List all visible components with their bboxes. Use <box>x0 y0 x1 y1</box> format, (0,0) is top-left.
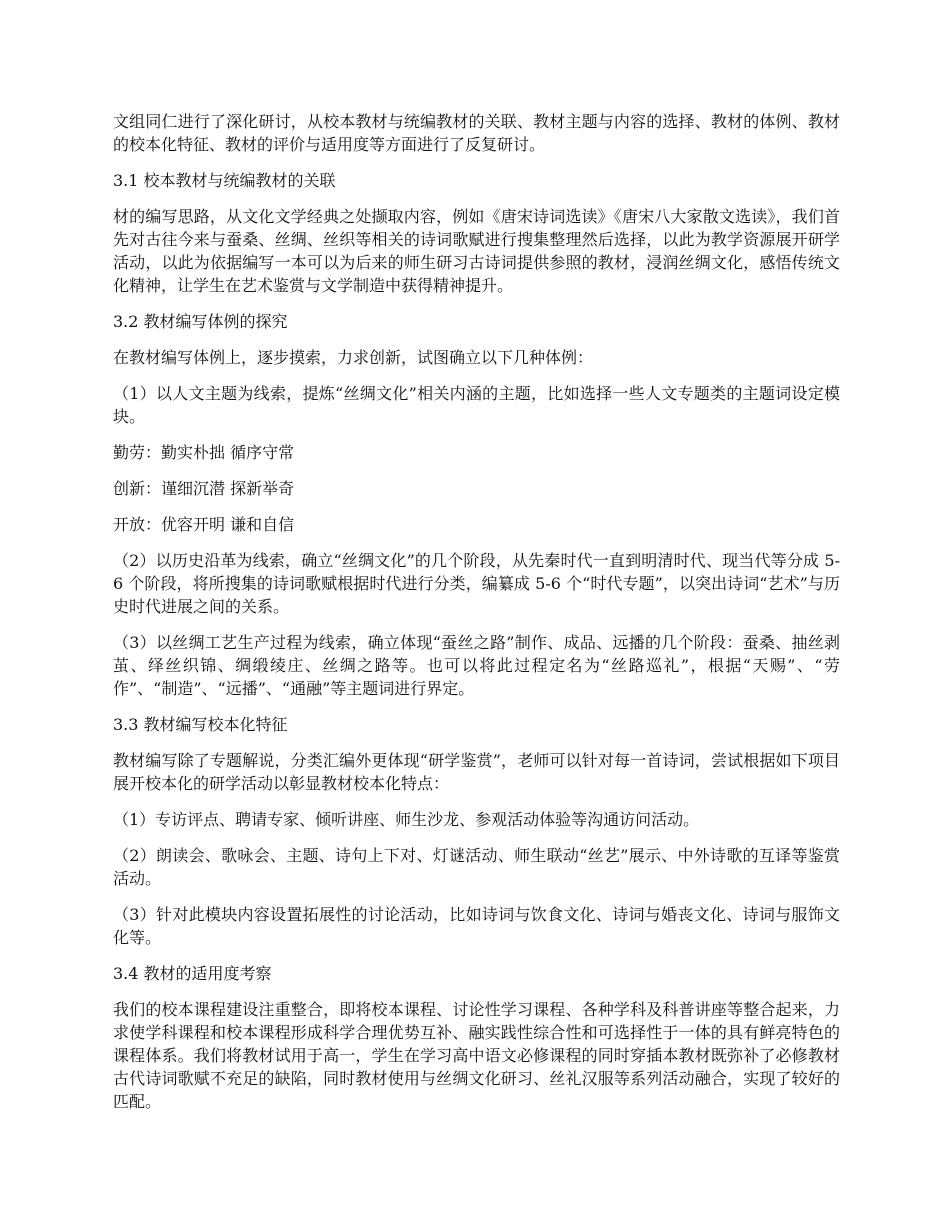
paragraph-3-4-body: 我们的校本课程建设注重整合，即将校本课程、讨论性学习课程、各种学科及科普讲座等整合起来，力求使学科课程和校本课程形成科学合理优势互补、融实践性综合性和可选择性于一体的具有鲜亮特色的课程体系。我们将教材试用于高一，学生在学习高中语文必修课程的同时穿插本教材既弥补了必修教材古代诗词歌赋不充足的缺陷，同时教材使用与丝绸文化研习、丝礼汉服等系列活动融合，实现了较好的匹配。 <box>113 1000 840 1111</box>
document-page <box>113 110 840 1126</box>
paragraph-3-3-item-3: （3）针对此模块内容设置拓展性的讨论活动，比如诗词与饮食文化、诗词与婚丧文化、诗词与服饰文化等。 <box>113 905 840 947</box>
paragraph-3-3-item-2: （2）朗读会、歌咏会、主题、诗句上下对、灯谜活动、师生联动“丝艺”展示、中外诗歌的互译等鉴赏活动。 <box>113 846 840 888</box>
section-heading-3-2: 3.2 教材编写体例的探究 <box>113 312 288 331</box>
paragraph-3-3-intro: 教材编写除了专题解说，分类汇编外更体现“研学鉴赏”，老师可以针对每一首诗词，尝试根据如下项目展开校本化的研学活动以彰显教材校本化特点： <box>113 751 840 793</box>
theme-line-diligence: 勤劳：勤实朴拙 循序守常 <box>113 443 295 462</box>
paragraph-3-2-item-3: （3）以丝绸工艺生产过程为线索，确立体现“蚕丝之路”制作、成品、远播的几个阶段：蚕桑、抽丝剥茧、绎丝织锦、绸缎绫庄、丝绸之路等。也可以将此过程定名为“丝路巡礼”，根据“天赐”、“劳作”、“制造”、“远播”、“通融”等主题词进行界定。 <box>113 633 840 698</box>
section-heading-3-3: 3.3 教材编写校本化特征 <box>113 715 288 734</box>
paragraph-3-2-intro: 在教材编写体例上，逐步摸索，力求创新，试图确立以下几种体例： <box>113 348 594 367</box>
paragraph-3-1-body: 材的编写思路，从文化文学经典之处撷取内容，例如《唐宋诗词选读》《唐宋八大家散文选读》，我们首先对古往今来与蚕桑、丝绸、丝织等相关的诗词歌赋进行搜集整理然后选择，以此为教学资源展开研学活动，以此为依据编写一本可以为后来的师生研习古诗词提供参照的教材，浸润丝绸文化，感悟传统文化精神，让学生在艺术鉴赏与文学制造中获得精神提升。 <box>113 207 840 295</box>
paragraph-3-2-item-2: （2）以历史沿革为线索，确立“丝绸文化”的几个阶段，从先秦时代一直到明清时代、现当代等分成 5-6 个阶段，将所搜集的诗词歌赋根据时代进行分类，编纂成 5-6 个“时代专题”，以突出诗词“艺术”与历史时代进展之间的关系。 <box>113 551 840 616</box>
section-heading-3-1: 3.1 校本教材与统编教材的关联 <box>113 171 336 190</box>
theme-line-innovation: 创新：谨细沉潜 探新举奇 <box>113 479 295 498</box>
section-heading-3-4: 3.4 教材的适用度考察 <box>113 964 272 983</box>
paragraph-3-3-item-1: （1）专访评点、聘请专家、倾听讲座、师生沙龙、参观活动体验等沟通访问活动。 <box>113 810 700 829</box>
theme-line-openness: 开放：优容开明 谦和自信 <box>113 515 295 534</box>
paragraph-intro: 文组同仁进行了深化研讨，从校本教材与统编教材的关联、教材主题与内容的选择、教材的体例、教材的校本化特征、教材的评价与适用度等方面进行了反复研讨。 <box>113 112 840 154</box>
paragraph-3-2-item-1: （1）以人文主题为线索，提炼“丝绸文化”相关内涵的主题，比如选择一些人文专题类的主题词设定模块。 <box>113 384 840 426</box>
